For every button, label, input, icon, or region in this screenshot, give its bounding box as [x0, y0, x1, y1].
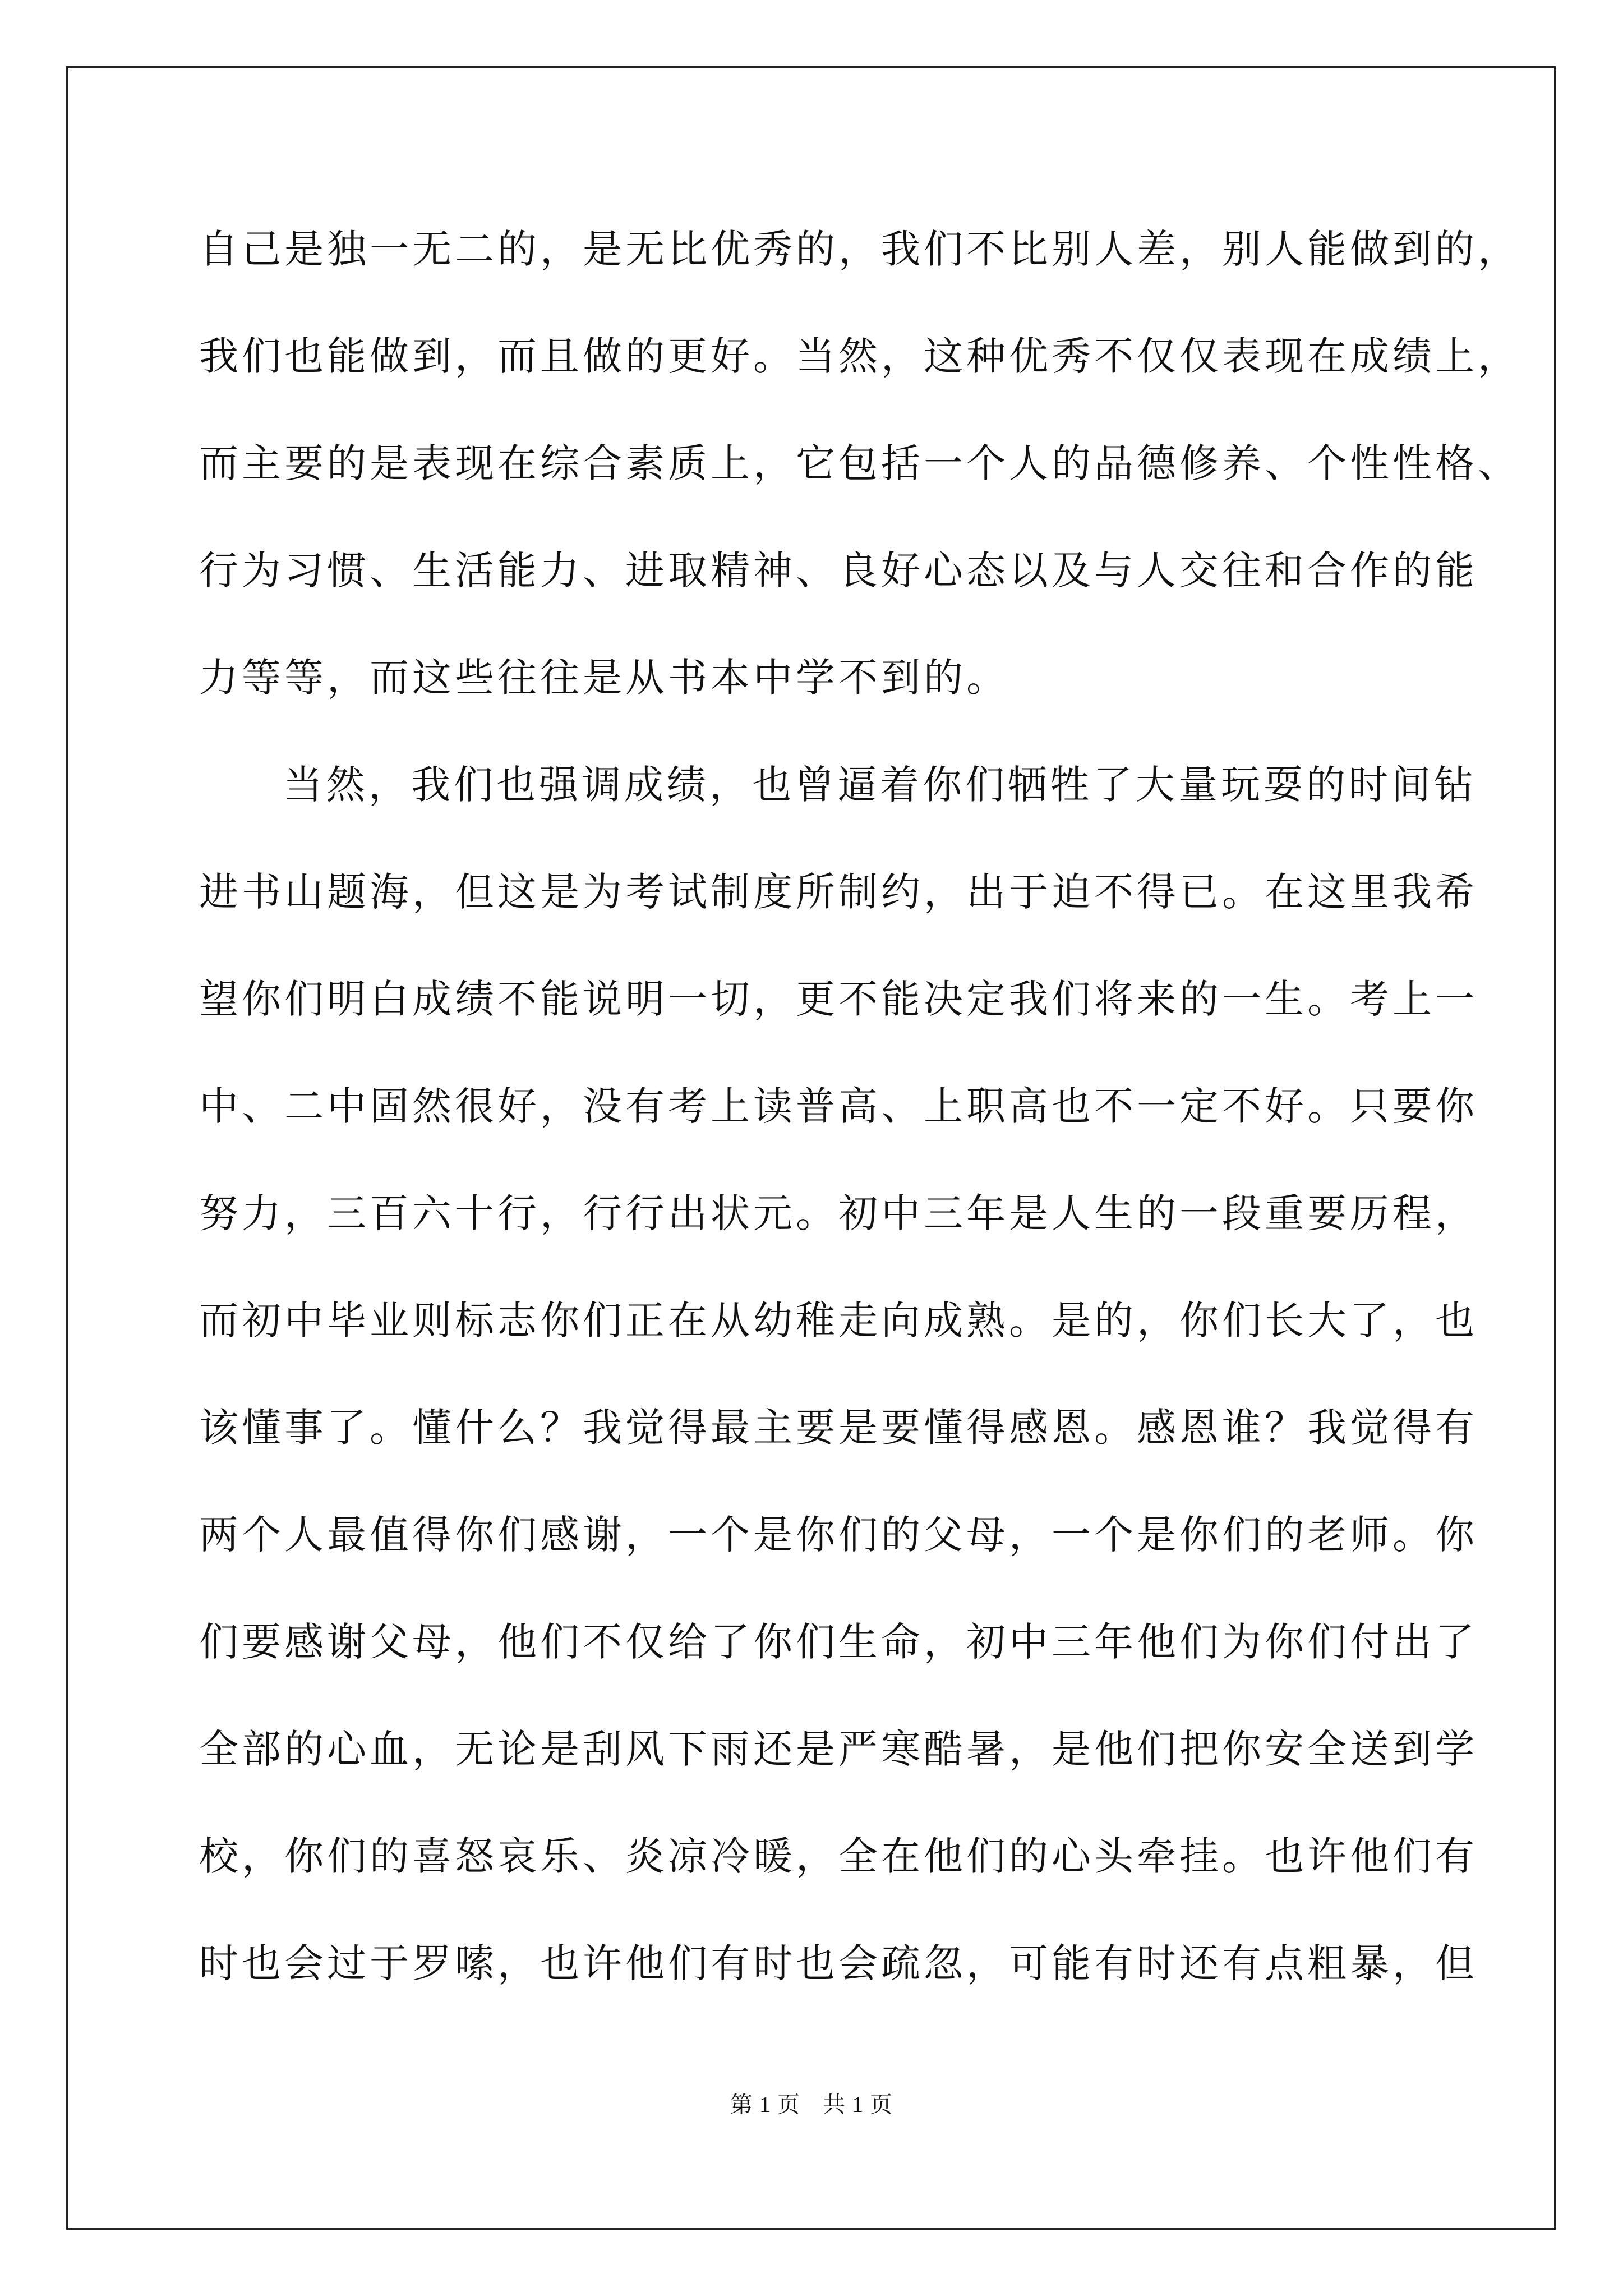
text-line: 该懂事了。懂什么？我觉得最主要是要懂得感恩。感恩谁？我觉得有 [199, 1405, 1478, 1451]
text-line: 力等等，而这些往往是从书本中学不到的。 [199, 655, 1009, 701]
text-line: 们要感谢父母，他们不仅给了你们生命，初中三年他们为你们付出了 [199, 1619, 1478, 1665]
text-line: 我们也能做到，而且做的更好。当然，这种优秀不仅仅表现在成绩上， [199, 333, 1520, 379]
text-line: 两个人最值得你们感谢，一个是你们的父母，一个是你们的老师。你 [199, 1512, 1478, 1558]
text-line: 当然，我们也强调成绩，也曾逼着你们牺牲了大量玩耍的时间钻 [283, 762, 1477, 808]
text-line: 而主要的是表现在综合素质上，它包括一个人的品德修养、个性性格、 [199, 440, 1520, 486]
text-line: 全部的心血，无论是刮风下雨还是严寒酷暑，是他们把你安全送到学 [199, 1726, 1478, 1772]
page-number: 第 1 页 [730, 2092, 800, 2117]
text-line: 时也会过于罗嗦，也许他们有时也会疏忽，可能有时还有点粗暴，但 [199, 1940, 1478, 1986]
text-line: 中、二中固然很好，没有考上读普高、上职高也不一定不好。只要你 [199, 1083, 1478, 1129]
page-footer [0, 2087, 1623, 2119]
text-line: 而初中毕业则标志你们正在从幼稚走向成熟。是的，你们长大了，也 [199, 1297, 1478, 1343]
text-line: 望你们明白成绩不能说明一切，更不能决定我们将来的一生。考上一 [199, 976, 1478, 1022]
text-line: 自己是独一无二的，是无比优秀的，我们不比别人差，别人能做到的， [199, 226, 1520, 272]
page-total: 共 1 页 [823, 2092, 893, 2117]
page-border [66, 66, 1556, 2230]
text-line: 努力，三百六十行，行行出状元。初中三年是人生的一段重要历程， [199, 1190, 1478, 1236]
text-line: 行为习惯、生活能力、进取精神、良好心态以及与人交往和合作的能 [199, 547, 1478, 593]
text-line: 校，你们的喜怒哀乐、炎凉冷暖，全在他们的心头牵挂。也许他们有 [199, 1833, 1478, 1879]
text-line: 进书山题海，但这是为考试制度所制约，出于迫不得已。在这里我希 [199, 869, 1478, 915]
